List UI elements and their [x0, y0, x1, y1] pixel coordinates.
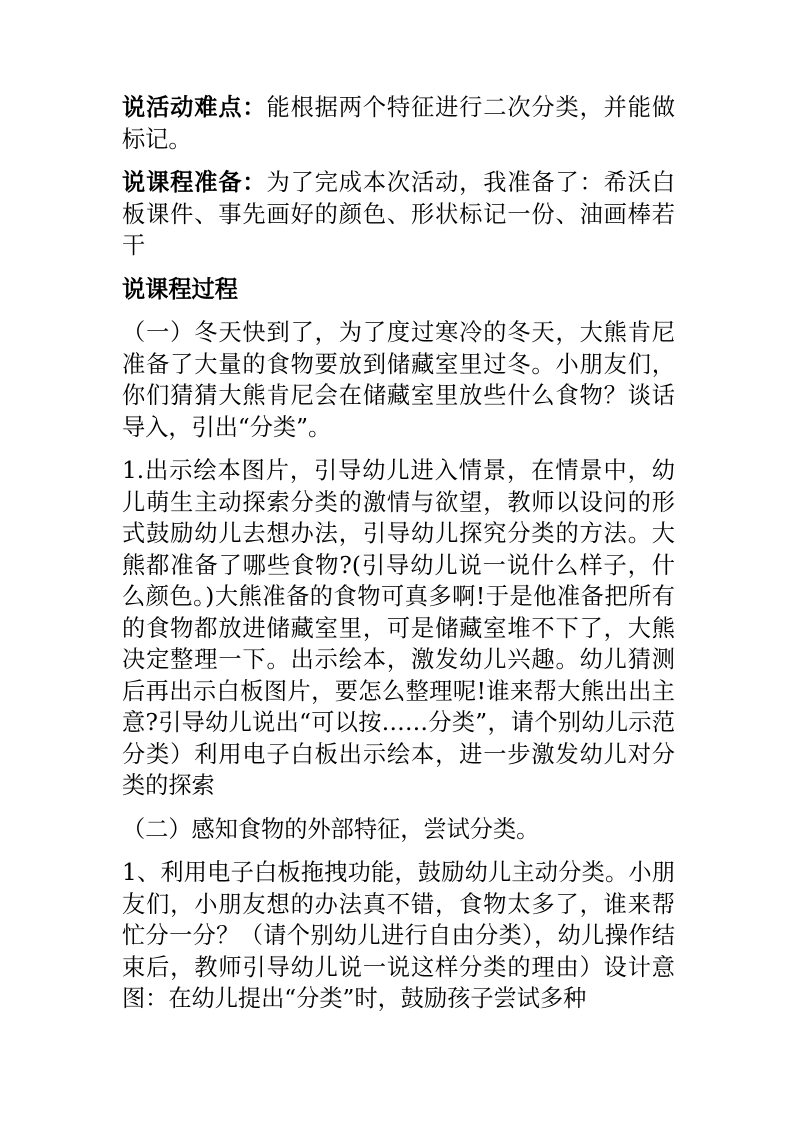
- label-activity-difficulty: 说活动难点：: [122, 94, 267, 121]
- paragraph-part-one: （一）冬天快到了，为了度过寒冷的冬天，大熊肯尼准备了大量的食物要放到储藏室里过冬。小朋友们，你们猜猜大熊肯尼会在储藏室里放些什么食物？谈话导入，引出“分类”。: [122, 319, 675, 441]
- paragraph-step-1: 1.出示绘本图片，引导幼儿进入情景，在情景中，幼儿萌生主动探索分类的激情与欲望，教师以设问的形式鼓励幼儿去想办法，引导幼儿探究分类的方法。大熊都准备了哪些食物?(引导幼儿说一说什么样子，什么颜色。)大熊准备的食物可真多啊!于是他准备把所有的食物都放进储藏室里，可是储藏室堆不下了，大熊决定整理一下。出示绘本，激发幼儿兴趣。幼儿猜测后再出示白板图片，要怎么整理呢!谁来帮大熊出出主意?引导幼儿说出“可以按……分类”，请个别幼儿示范分类）利用电子白板出示绘本，进一步激发幼儿对分类的探索: [122, 457, 675, 799]
- paragraph-part-two: （二）感知食物的外部特征，尝试分类。: [122, 815, 540, 843]
- paragraph-step-1-drag: 1、利用电子白板拖拽功能，鼓励幼儿主动分类。小朋友们，小朋友想的办法真不错，食物太多了，谁来帮忙分一分？（请个别幼儿进行自由分类），幼儿操作结束后，教师引导幼儿说一说这样分类的理由）设计意图：在幼儿提出“分类”时，鼓励孩子尝试多种: [122, 859, 675, 1012]
- paragraph-activity-difficulty: [122, 92, 675, 155]
- heading-course-process: 说课程过程: [122, 275, 238, 303]
- paragraph-course-preparation: [122, 167, 675, 262]
- text-course-preparation: 为了完成本次活动，我准备了：希沃白板课件、事先画好的颜色、形状标记一份、油画棒若干: [122, 169, 676, 259]
- text-activity-difficulty: 能根据两个特征进行二次分类，并能做标记。: [122, 94, 676, 153]
- label-course-preparation: 说课程准备：: [122, 169, 267, 196]
